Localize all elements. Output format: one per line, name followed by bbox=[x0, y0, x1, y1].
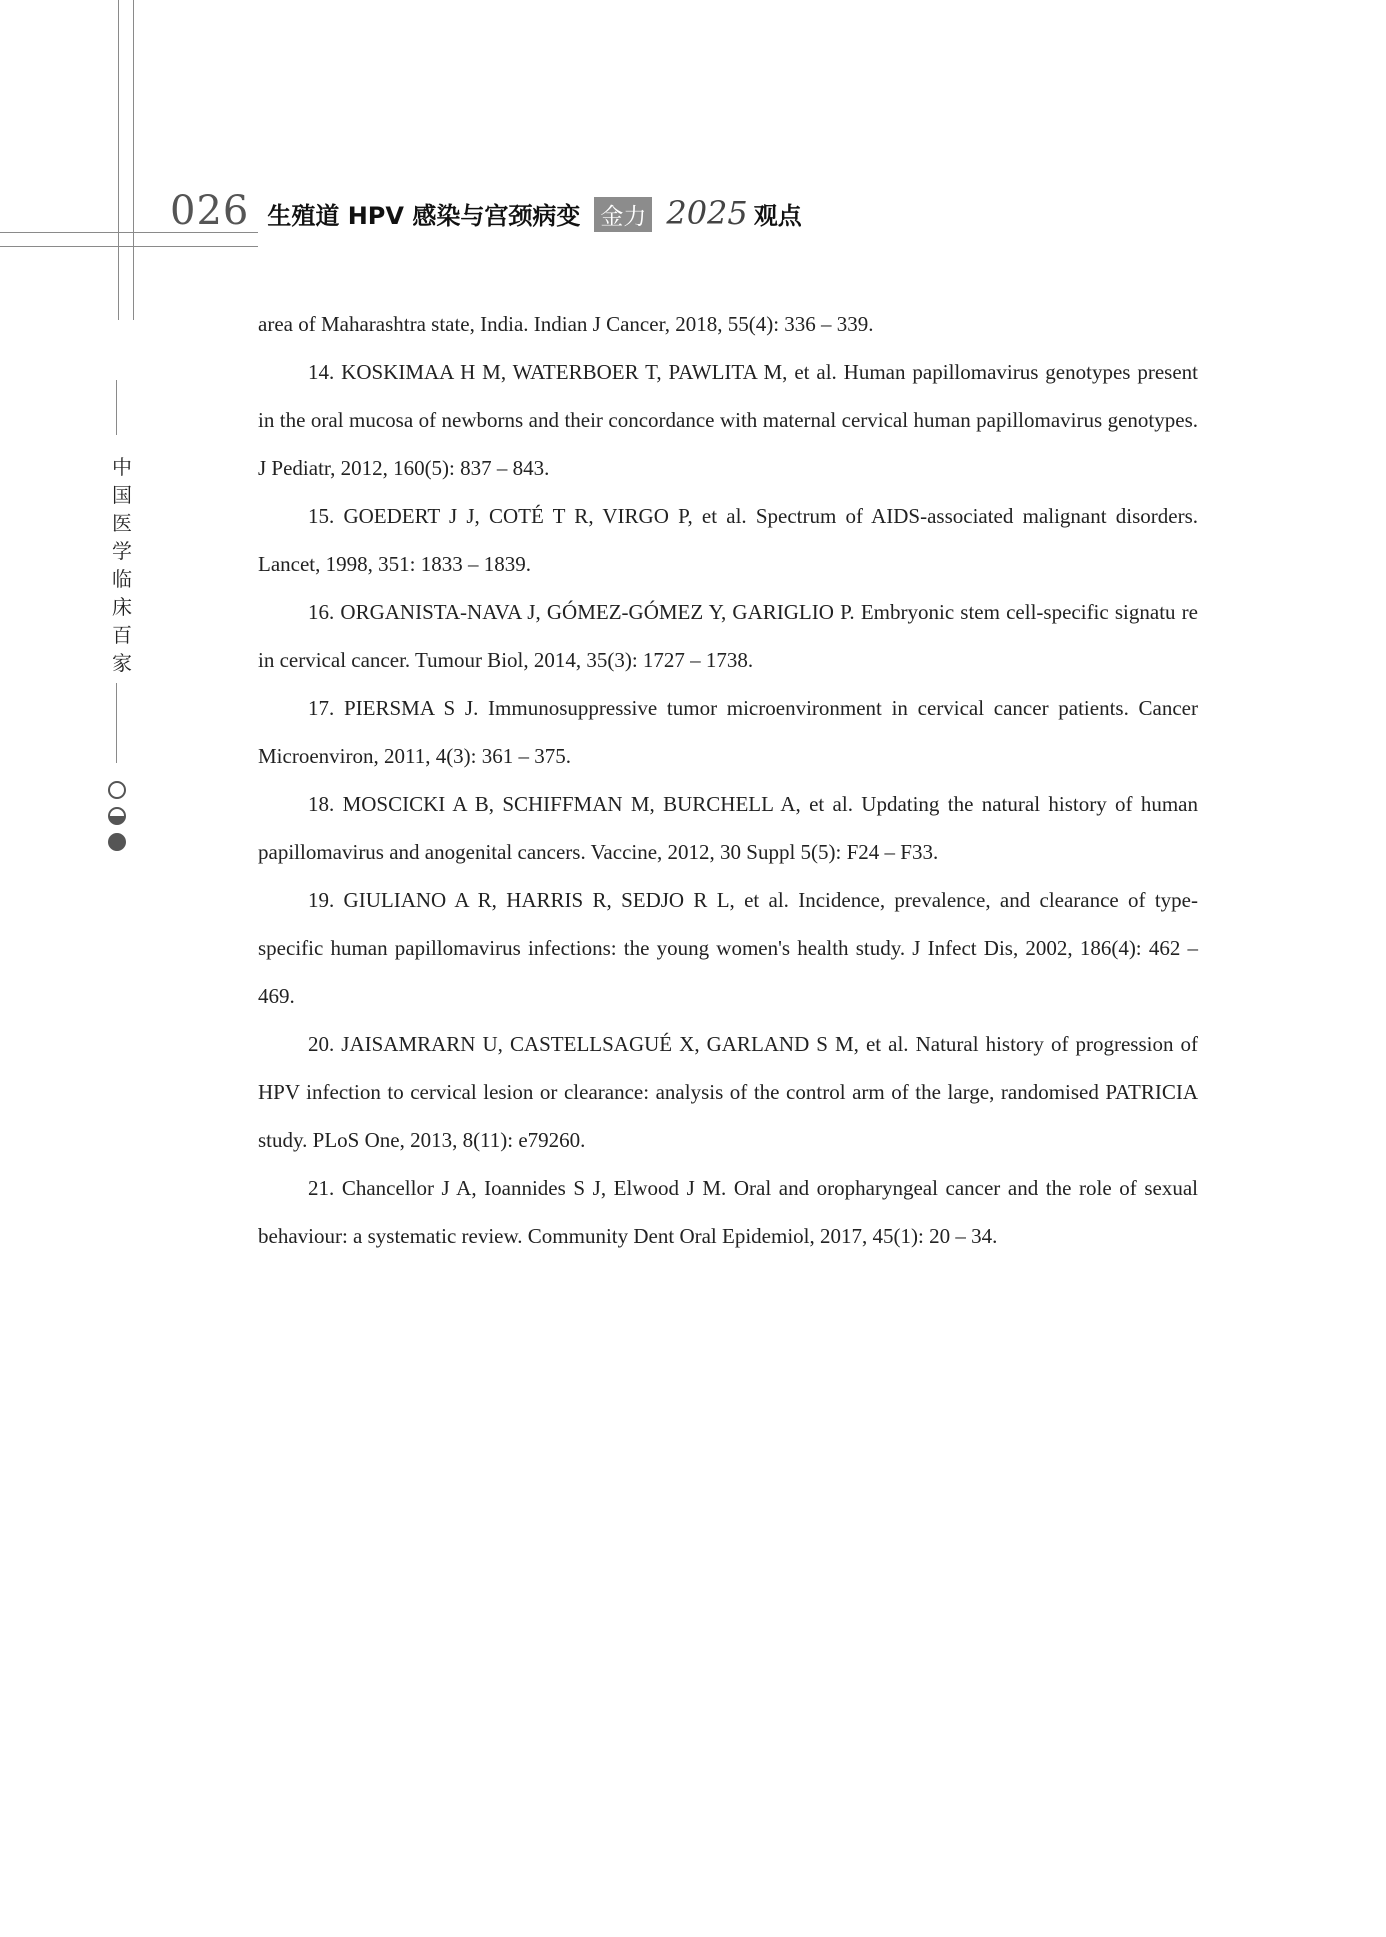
reference-item: 17. PIERSMA S J. Immunosuppressive tumor microenvironment in cervical cancer patients. Cancer Microenviron, 2011, 4(3): 361 – 375. bbox=[258, 696, 1198, 768]
reference-item: 14. KOSKIMAA H M, WATERBOER T, PAWLITA M, et al. Human papillomavirus genotypes present in the oral mucosa of newborns and their concordance with maternal cervical human papillomavirus genotypes. J Pediatr, 2012, 160(5): 837 – 843. bbox=[258, 360, 1198, 480]
empty-circle-icon bbox=[108, 781, 126, 799]
half-circle-icon bbox=[108, 807, 126, 825]
running-header bbox=[170, 188, 802, 238]
side-char: 百 bbox=[112, 623, 132, 647]
reference-item: 21. Chancellor J A, Ioannides S J, Elwood J M. Oral and oropharyngeal cancer and the role of sexual behaviour: a systematic review. Community Dent Oral Epidemiol, 2017, 45(1): 20 – 34. bbox=[258, 1176, 1198, 1248]
viewpoint-label: 观点 bbox=[753, 202, 802, 230]
filled-circle-icon bbox=[108, 833, 126, 851]
side-rule-lower bbox=[116, 683, 117, 763]
edition-year: 2025 bbox=[666, 194, 748, 232]
reference-continuation: area of Maharashtra state, India. Indian J Cancer, 2018, 55(4): 336 – 339. bbox=[258, 312, 874, 336]
reference-item: 15. GOEDERT J J, COTÉ T R, VIRGO P, et al. Spectrum of AIDS-associated malignant disorders. Lancet, 1998, 351: 1833 – 1839. bbox=[258, 504, 1198, 576]
author-badge: 金力 bbox=[594, 197, 652, 232]
book-title: 生殖道 HPV 感染与宫颈病变 bbox=[267, 202, 581, 230]
page-number: 026 bbox=[170, 188, 250, 234]
reference-item: 16. ORGANISTA-NAVA J, GÓMEZ-GÓMEZ Y, GARIGLIO P. Embryonic stem cell-specific signatu re in cervical cancer. Tumour Biol, 2014, 35(3): 1727 – 1738. bbox=[258, 600, 1198, 672]
reference-item: 20. JAISAMRARN U, CASTELLSAGUÉ X, GARLAND S M, et al. Natural history of progression of HPV infection to cervical lesion or clearance: analysis of the control arm of the large, randomised PATRICIA study. PLoS One, 2013, 8(11): e79260. bbox=[258, 1032, 1198, 1152]
reference-item: 18. MOSCICKI A B, SCHIFFMAN M, BURCHELL A, et al. Updating the natural history of human papillomavirus and anogenital cancers. Vaccine, 2012, 30 Suppl 5(5): F24 – F33. bbox=[258, 792, 1198, 864]
side-char: 家 bbox=[112, 651, 132, 675]
side-char: 临 bbox=[112, 567, 132, 591]
vertical-rule-right bbox=[133, 0, 134, 320]
side-char: 国 bbox=[112, 483, 132, 507]
side-char: 学 bbox=[112, 539, 132, 563]
horizontal-rule-bottom bbox=[0, 246, 258, 247]
series-side-label bbox=[108, 453, 136, 677]
side-char: 医 bbox=[112, 511, 132, 535]
reference-item: 19. GIULIANO A R, HARRIS R, SEDJO R L, et al. Incidence, prevalence, and clearance of type-specific human papillomavirus infections: the young women's health study. J Infect Dis, 2002, 186(4): 462 – 469. bbox=[258, 888, 1198, 1008]
reference-list bbox=[258, 300, 1198, 1260]
side-char: 中 bbox=[112, 455, 132, 479]
side-char: 床 bbox=[112, 595, 132, 619]
side-rule-upper bbox=[116, 380, 117, 435]
vertical-rule-left bbox=[118, 0, 119, 320]
